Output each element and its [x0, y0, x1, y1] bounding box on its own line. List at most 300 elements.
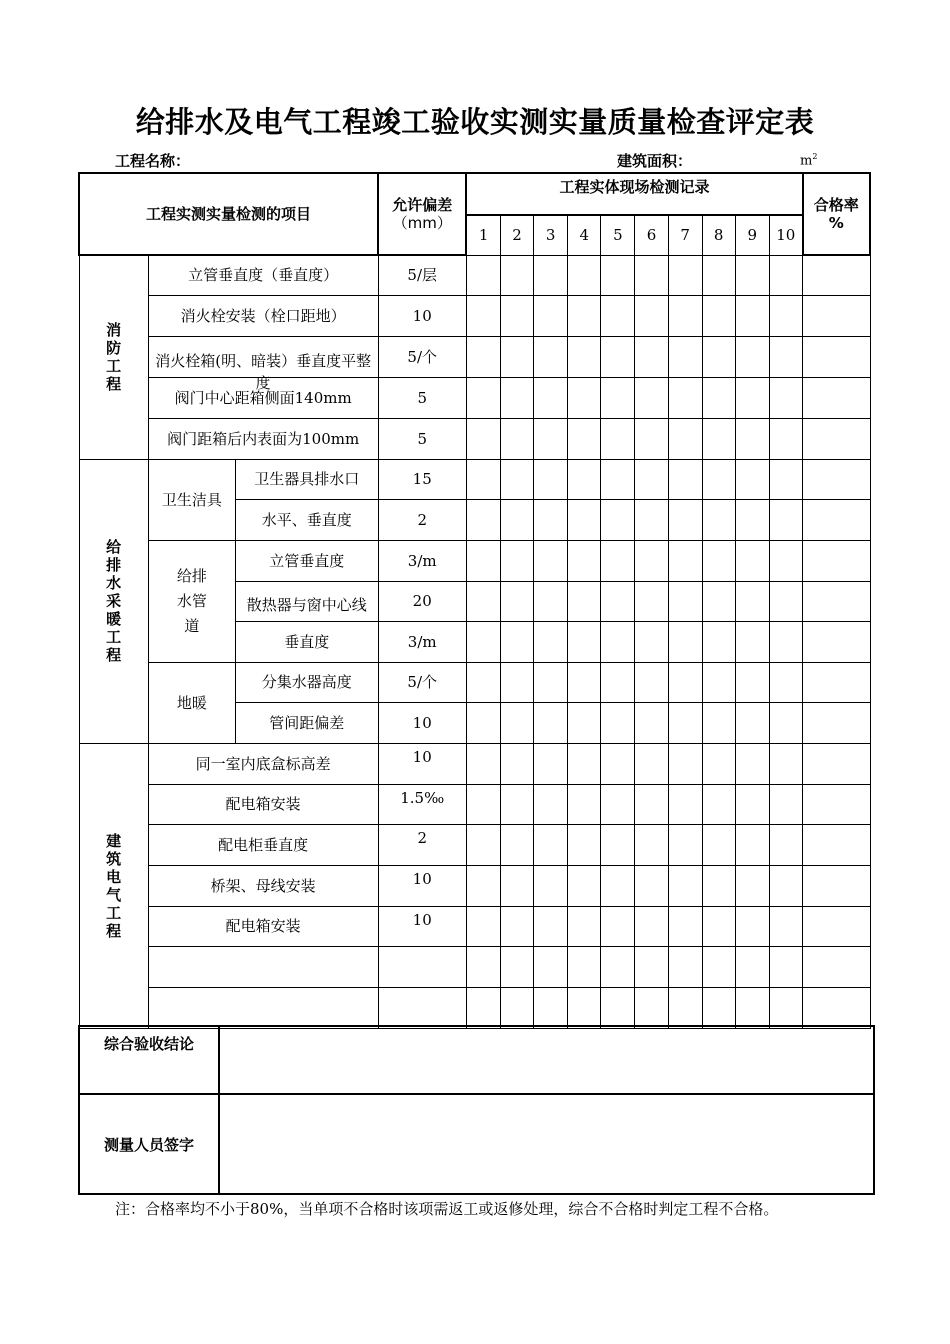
record-cell[interactable]	[702, 743, 735, 784]
record-number: 3	[534, 215, 568, 255]
header-tolerance-line1: 允许偏差	[392, 196, 453, 214]
signature-label: 测量人员签字	[79, 1094, 219, 1194]
table-row	[79, 743, 870, 784]
record-cell[interactable]	[500, 295, 533, 336]
pass-rate-cell[interactable]	[803, 581, 870, 621]
record-cell[interactable]	[466, 499, 500, 540]
record-cell[interactable]	[668, 540, 702, 581]
table-row	[79, 784, 870, 824]
record-cell[interactable]	[735, 459, 769, 499]
record-cell[interactable]	[769, 865, 802, 906]
record-cell[interactable]	[500, 499, 533, 540]
record-cell[interactable]	[568, 295, 601, 336]
record-cell[interactable]	[702, 662, 735, 702]
record-cell[interactable]	[735, 824, 769, 865]
record-cell[interactable]	[601, 540, 635, 581]
conclusion-field[interactable]	[219, 1026, 874, 1094]
record-cell[interactable]	[568, 621, 601, 662]
header-pass-rate-line1: 合格率	[813, 196, 859, 214]
record-number: 4	[568, 215, 601, 255]
record-number: 7	[668, 215, 702, 255]
header-tolerance	[378, 173, 466, 255]
record-cell[interactable]	[702, 621, 735, 662]
record-cell[interactable]	[702, 784, 735, 824]
record-cell[interactable]	[702, 906, 735, 946]
record-cell[interactable]	[466, 418, 500, 459]
tolerance-cell: 5/个	[378, 336, 466, 377]
signature-field[interactable]	[219, 1094, 874, 1194]
record-cell[interactable]	[635, 540, 668, 581]
record-cell[interactable]	[534, 865, 568, 906]
tolerance-cell: 5/个	[378, 662, 466, 702]
item-cell-text: 消火栓箱(明、暗装）垂直度平整度	[155, 351, 372, 392]
tolerance-cell: 2	[378, 499, 466, 540]
record-cell[interactable]	[534, 784, 568, 824]
record-cell[interactable]	[635, 377, 668, 418]
tolerance-cell: 2	[378, 824, 466, 865]
tolerance-cell: 10	[378, 295, 466, 336]
record-cell[interactable]	[466, 987, 500, 1028]
record-cell[interactable]	[702, 824, 735, 865]
record-cell[interactable]	[668, 946, 702, 987]
record-number: 10	[769, 215, 802, 255]
record-cell[interactable]	[601, 377, 635, 418]
record-number: 9	[735, 215, 769, 255]
item-cell: 分集水器高度	[236, 662, 379, 702]
table-row	[79, 336, 870, 377]
record-cell[interactable]	[534, 255, 568, 295]
record-cell[interactable]	[534, 906, 568, 946]
table-row	[79, 987, 870, 1028]
pass-rate-cell[interactable]	[803, 295, 870, 336]
record-cell[interactable]	[668, 377, 702, 418]
table-row	[79, 540, 870, 581]
record-cell[interactable]	[466, 459, 500, 499]
record-cell[interactable]	[702, 418, 735, 459]
item-cell: 配电箱安装	[148, 906, 378, 946]
record-cell[interactable]	[769, 702, 802, 743]
record-cell[interactable]	[601, 865, 635, 906]
record-cell[interactable]	[769, 540, 802, 581]
record-cell[interactable]	[668, 418, 702, 459]
record-cell[interactable]	[466, 865, 500, 906]
record-cell[interactable]	[702, 336, 735, 377]
record-cell[interactable]	[735, 906, 769, 946]
record-cell[interactable]	[568, 987, 601, 1028]
area-unit-base: m	[800, 153, 813, 169]
record-cell[interactable]	[500, 702, 533, 743]
record-cell[interactable]	[568, 784, 601, 824]
pass-rate-cell[interactable]	[803, 743, 870, 784]
item-cell: 垂直度	[236, 621, 379, 662]
record-cell[interactable]	[500, 662, 533, 702]
record-cell[interactable]	[601, 295, 635, 336]
record-cell[interactable]	[668, 906, 702, 946]
record-cell[interactable]	[534, 581, 568, 621]
record-cell[interactable]	[702, 540, 735, 581]
pass-rate-cell[interactable]	[803, 621, 870, 662]
header-records: 工程实体现场检测记录	[466, 173, 802, 215]
record-cell[interactable]	[635, 743, 668, 784]
record-cell[interactable]	[735, 377, 769, 418]
record-cell[interactable]	[534, 743, 568, 784]
record-cell[interactable]	[568, 906, 601, 946]
record-cell[interactable]	[635, 702, 668, 743]
record-cell[interactable]	[635, 295, 668, 336]
record-cell[interactable]	[769, 377, 802, 418]
record-cell[interactable]	[769, 987, 802, 1028]
record-cell[interactable]	[601, 499, 635, 540]
footer-table	[78, 1025, 875, 1195]
record-cell[interactable]	[668, 987, 702, 1028]
item-cell: 配电箱安装	[148, 784, 378, 824]
record-cell[interactable]	[735, 621, 769, 662]
record-cell[interactable]	[601, 946, 635, 987]
record-cell[interactable]	[668, 459, 702, 499]
record-number: 1	[466, 215, 500, 255]
record-cell[interactable]	[702, 499, 735, 540]
record-cell[interactable]	[568, 581, 601, 621]
record-cell[interactable]	[668, 581, 702, 621]
item-cell	[148, 336, 378, 392]
record-cell[interactable]	[534, 987, 568, 1028]
table-row	[79, 377, 870, 418]
record-cell[interactable]	[601, 906, 635, 946]
record-cell[interactable]	[702, 946, 735, 987]
record-cell[interactable]	[568, 865, 601, 906]
section-label-water: 给 排 水 采 暖 工 程	[79, 459, 148, 743]
header-tolerance-line2: （mm）	[392, 214, 452, 232]
table-row	[79, 824, 870, 865]
record-cell[interactable]	[635, 581, 668, 621]
record-cell[interactable]	[534, 377, 568, 418]
section-label-fire: 消 防 工 程	[79, 255, 148, 459]
record-cell[interactable]	[601, 702, 635, 743]
tolerance-cell: 20	[378, 581, 466, 621]
record-cell[interactable]	[601, 581, 635, 621]
item-cell: 立管垂直度（垂直度）	[148, 255, 378, 295]
record-cell[interactable]	[735, 540, 769, 581]
item-cell	[148, 946, 378, 987]
tolerance-cell: 5/层	[378, 255, 466, 295]
pass-rate-cell[interactable]	[803, 255, 870, 295]
record-cell[interactable]	[769, 295, 802, 336]
record-cell[interactable]	[635, 987, 668, 1028]
tolerance-cell	[378, 946, 466, 987]
record-cell[interactable]	[702, 865, 735, 906]
table-row	[79, 418, 870, 459]
record-cell[interactable]	[466, 581, 500, 621]
record-cell[interactable]	[534, 662, 568, 702]
record-cell[interactable]	[735, 581, 769, 621]
table-row	[79, 295, 870, 336]
subgroup-floor-heating: 地暖	[148, 662, 235, 743]
item-cell: 同一室内底盒标高差	[148, 743, 378, 784]
record-cell[interactable]	[568, 499, 601, 540]
table-row	[79, 255, 870, 295]
area-unit	[800, 152, 817, 168]
record-cell[interactable]	[601, 336, 635, 377]
record-cell[interactable]	[466, 662, 500, 702]
record-cell[interactable]	[568, 459, 601, 499]
record-cell[interactable]	[735, 865, 769, 906]
record-cell[interactable]	[601, 418, 635, 459]
record-cell[interactable]	[668, 336, 702, 377]
item-cell	[148, 987, 378, 1028]
pass-rate-cell[interactable]	[803, 987, 870, 1028]
record-cell[interactable]	[568, 540, 601, 581]
record-number: 2	[500, 215, 533, 255]
record-cell[interactable]	[500, 255, 533, 295]
tolerance-cell: 15	[378, 459, 466, 499]
record-cell[interactable]	[466, 743, 500, 784]
record-cell[interactable]	[534, 702, 568, 743]
record-cell[interactable]	[601, 255, 635, 295]
record-cell[interactable]	[769, 621, 802, 662]
record-cell[interactable]	[635, 621, 668, 662]
record-cell[interactable]	[735, 946, 769, 987]
item-cell: 卫生器具排水口	[236, 459, 379, 499]
record-cell[interactable]	[500, 784, 533, 824]
record-cell[interactable]	[534, 621, 568, 662]
header-items: 工程实测实量检测的项目	[79, 173, 378, 255]
record-number: 6	[635, 215, 668, 255]
record-cell[interactable]	[534, 418, 568, 459]
pass-rate-cell[interactable]	[803, 336, 870, 377]
record-cell[interactable]	[635, 906, 668, 946]
record-cell[interactable]	[500, 540, 533, 581]
record-cell[interactable]	[769, 662, 802, 702]
record-cell[interactable]	[601, 824, 635, 865]
record-cell[interactable]	[568, 824, 601, 865]
tolerance-cell: 5	[378, 377, 466, 418]
record-cell[interactable]	[534, 540, 568, 581]
record-cell[interactable]	[500, 336, 533, 377]
pass-rate-cell[interactable]	[803, 418, 870, 459]
record-cell[interactable]	[668, 499, 702, 540]
record-cell[interactable]	[466, 784, 500, 824]
record-cell[interactable]	[769, 255, 802, 295]
record-cell[interactable]	[769, 418, 802, 459]
footnote: 注：合格率均不小于80%，当单项不合格时该项需返工或返修处理，综合不合格时判定工程不合格。	[115, 1200, 779, 1218]
record-cell[interactable]	[635, 418, 668, 459]
record-cell[interactable]	[702, 459, 735, 499]
item-cell	[236, 581, 379, 621]
record-cell[interactable]	[500, 581, 533, 621]
record-cell[interactable]	[668, 784, 702, 824]
pass-rate-cell[interactable]	[803, 865, 870, 906]
record-cell[interactable]	[769, 743, 802, 784]
record-cell[interactable]	[466, 377, 500, 418]
record-cell[interactable]	[500, 743, 533, 784]
record-cell[interactable]	[735, 418, 769, 459]
table-row	[79, 946, 870, 987]
table-row	[79, 906, 870, 946]
record-cell[interactable]	[702, 702, 735, 743]
record-cell[interactable]	[668, 662, 702, 702]
record-cell[interactable]	[601, 621, 635, 662]
record-cell[interactable]	[635, 459, 668, 499]
item-cell: 配电柜垂直度	[148, 824, 378, 865]
record-cell[interactable]	[769, 499, 802, 540]
record-cell[interactable]	[601, 784, 635, 824]
record-cell[interactable]	[769, 336, 802, 377]
record-cell[interactable]	[635, 946, 668, 987]
pass-rate-cell[interactable]	[803, 499, 870, 540]
record-cell[interactable]	[534, 336, 568, 377]
item-cell: 水平、垂直度	[236, 499, 379, 540]
record-cell[interactable]	[735, 295, 769, 336]
tolerance-cell: 10	[378, 743, 466, 784]
section-label-electric: 建 筑 电 气 工 程	[79, 743, 148, 1028]
record-cell[interactable]	[702, 581, 735, 621]
item-cell: 阀门中心距箱侧面140mm	[148, 377, 378, 418]
record-cell[interactable]	[500, 418, 533, 459]
record-cell[interactable]	[735, 499, 769, 540]
conclusion-label: 综合验收结论	[79, 1026, 219, 1094]
record-cell[interactable]	[769, 581, 802, 621]
record-cell[interactable]	[769, 459, 802, 499]
record-number: 5	[601, 215, 635, 255]
record-cell[interactable]	[735, 702, 769, 743]
record-cell[interactable]	[500, 459, 533, 499]
record-cell[interactable]	[601, 743, 635, 784]
record-cell[interactable]	[534, 459, 568, 499]
record-cell[interactable]	[466, 621, 500, 662]
area-unit-sup: 2	[812, 152, 818, 161]
item-cell: 桥架、母线安装	[148, 865, 378, 906]
record-cell[interactable]	[466, 540, 500, 581]
item-cell-text: 散热器与窗中心线	[246, 596, 367, 614]
record-cell[interactable]	[466, 702, 500, 743]
pass-rate-cell[interactable]	[803, 824, 870, 865]
record-cell[interactable]	[466, 946, 500, 987]
record-cell[interactable]	[735, 743, 769, 784]
record-cell[interactable]	[568, 418, 601, 459]
record-cell[interactable]	[500, 987, 533, 1028]
record-cell[interactable]	[635, 255, 668, 295]
tolerance-cell: 5	[378, 418, 466, 459]
table-row	[79, 865, 870, 906]
table-row	[79, 662, 870, 702]
record-cell[interactable]	[769, 946, 802, 987]
record-cell[interactable]	[668, 702, 702, 743]
record-cell[interactable]	[735, 662, 769, 702]
record-cell[interactable]	[500, 621, 533, 662]
record-cell[interactable]	[769, 784, 802, 824]
record-cell[interactable]	[568, 377, 601, 418]
record-cell[interactable]	[534, 499, 568, 540]
record-cell[interactable]	[601, 987, 635, 1028]
pass-rate-cell[interactable]	[803, 784, 870, 824]
record-cell[interactable]	[500, 824, 533, 865]
record-cell[interactable]	[702, 255, 735, 295]
record-cell[interactable]	[568, 702, 601, 743]
pass-rate-cell[interactable]	[803, 702, 870, 743]
record-cell[interactable]	[635, 662, 668, 702]
record-cell[interactable]	[466, 824, 500, 865]
tolerance-cell: 10	[378, 702, 466, 743]
record-cell[interactable]	[735, 336, 769, 377]
record-cell[interactable]	[466, 295, 500, 336]
record-cell[interactable]	[635, 824, 668, 865]
pass-rate-cell[interactable]	[803, 906, 870, 946]
record-cell[interactable]	[500, 946, 533, 987]
record-cell[interactable]	[635, 336, 668, 377]
pass-rate-cell[interactable]	[803, 459, 870, 499]
record-cell[interactable]	[769, 906, 802, 946]
subgroup-sanitary: 卫生洁具	[148, 459, 235, 540]
record-cell[interactable]	[534, 295, 568, 336]
record-cell[interactable]	[500, 906, 533, 946]
record-cell[interactable]	[735, 784, 769, 824]
record-cell[interactable]	[668, 824, 702, 865]
record-cell[interactable]	[466, 255, 500, 295]
pass-rate-cell[interactable]	[803, 540, 870, 581]
project-name-label: 工程名称：	[115, 152, 191, 170]
record-cell[interactable]	[668, 295, 702, 336]
building-area-label: 建筑面积：	[617, 152, 693, 170]
item-cell: 立管垂直度	[236, 540, 379, 581]
pass-rate-cell[interactable]	[803, 377, 870, 418]
item-cell: 管间距偏差	[236, 702, 379, 743]
page-title: 给排水及电气工程竣工验收实测实量质量检查评定表	[135, 105, 815, 139]
record-cell[interactable]	[702, 295, 735, 336]
tolerance-cell: 3/m	[378, 540, 466, 581]
record-cell[interactable]	[668, 255, 702, 295]
record-cell[interactable]	[601, 459, 635, 499]
pass-rate-cell[interactable]	[803, 946, 870, 987]
tolerance-cell: 10	[378, 906, 466, 946]
pass-rate-cell[interactable]	[803, 662, 870, 702]
table-row	[79, 459, 870, 499]
tolerance-cell: 1.5‰	[378, 784, 466, 824]
header-pass-rate-line2: %	[828, 214, 844, 232]
record-cell[interactable]	[769, 824, 802, 865]
record-cell[interactable]	[668, 743, 702, 784]
record-cell[interactable]	[668, 865, 702, 906]
record-cell[interactable]	[568, 255, 601, 295]
tolerance-cell: 3/m	[378, 621, 466, 662]
record-cell[interactable]	[500, 865, 533, 906]
record-cell[interactable]	[568, 743, 601, 784]
subgroup-pipe: 给排 水管 道	[148, 540, 235, 662]
tolerance-cell: 10	[378, 865, 466, 906]
record-cell[interactable]	[668, 621, 702, 662]
record-cell[interactable]	[568, 336, 601, 377]
tolerance-cell	[378, 987, 466, 1028]
record-cell[interactable]	[635, 499, 668, 540]
record-cell[interactable]	[466, 906, 500, 946]
record-cell[interactable]	[702, 987, 735, 1028]
item-cell: 阀门距箱后内表面为100mm	[148, 418, 378, 459]
record-cell[interactable]	[568, 662, 601, 702]
record-cell[interactable]	[601, 662, 635, 702]
record-cell[interactable]	[702, 377, 735, 418]
record-cell[interactable]	[466, 336, 500, 377]
record-cell[interactable]	[735, 987, 769, 1028]
record-cell[interactable]	[735, 255, 769, 295]
record-number: 8	[702, 215, 735, 255]
record-cell[interactable]	[534, 946, 568, 987]
item-cell: 消火栓安装（栓口距地）	[148, 295, 378, 336]
header-pass-rate	[803, 173, 870, 255]
record-cell[interactable]	[500, 377, 533, 418]
record-cell[interactable]	[534, 824, 568, 865]
record-cell[interactable]	[568, 946, 601, 987]
record-cell[interactable]	[635, 865, 668, 906]
record-cell[interactable]	[635, 784, 668, 824]
